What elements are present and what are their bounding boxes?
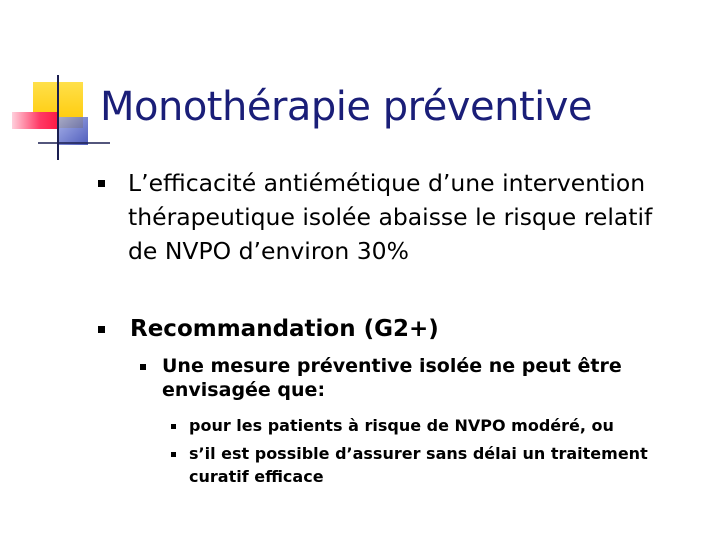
deco-blue-square: [58, 117, 88, 145]
sub-sub-item-2-line-2: curatif efficace: [189, 467, 324, 486]
bullet-marker: [98, 326, 105, 333]
sub-sub-bullet-marker: [171, 424, 176, 429]
sub-sub-item-1-line-1: pour les patients à risque de NVPO modéré, ou: [189, 416, 614, 435]
bullet-marker: [98, 180, 105, 187]
sub-bullet-line-1: Une mesure préventive isolée ne peut être: [162, 355, 622, 377]
title-decoration: [0, 0, 110, 170]
sub-sub-bullet-marker: [171, 452, 176, 457]
sub-sub-item-2-line-1: s’il est possible d’assurer sans délai un traitement: [189, 444, 648, 463]
bullet-1-line-3: de NVPO d’environ 30%: [128, 237, 409, 265]
slide-title: Monothérapie préventive: [100, 84, 593, 130]
bullet-1-line-2: thérapeutique isolée abaisse le risque relatif: [128, 203, 653, 231]
bullet-2-heading: Recommandation (G2+): [130, 316, 439, 342]
sub-bullet-marker: [140, 364, 146, 370]
deco-red-bar: [12, 112, 58, 129]
bullet-1-line-1: L’efficacité antiémétique d’une intervention: [128, 169, 646, 197]
sub-bullet-line-2: envisagée que:: [162, 379, 326, 401]
